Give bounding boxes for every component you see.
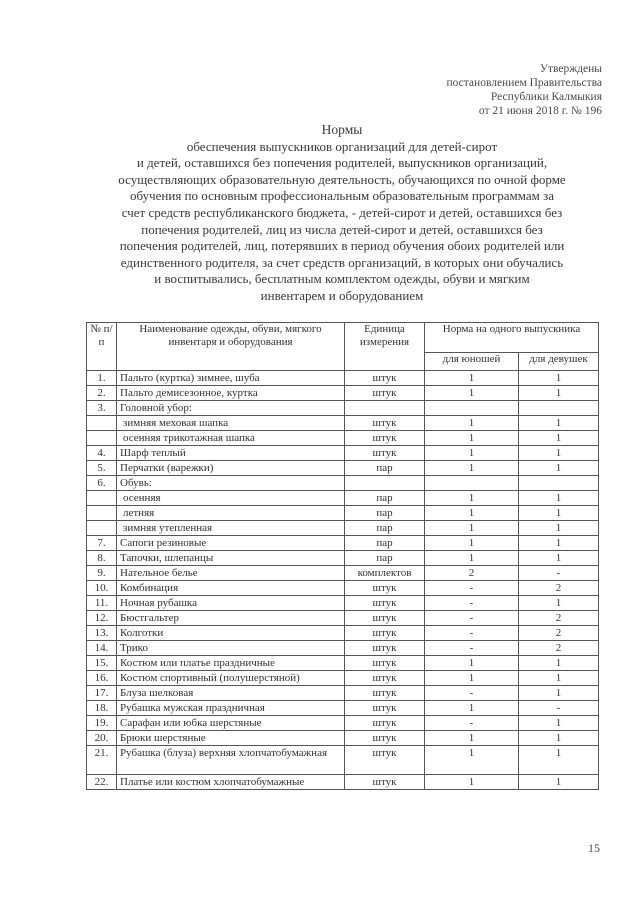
item-name: Брюки шерстяные — [117, 731, 345, 746]
item-name: Сарафан или юбка шерстяные — [117, 716, 345, 731]
row-number: 2. — [87, 386, 117, 401]
title-line: и детей, оставшихся без попечения родителей, выпускников организаций, — [136, 155, 548, 171]
title-line: осуществляющих образовательную деятельность, обучающихся по очной форме — [118, 171, 566, 187]
norm-boys: 2 — [425, 566, 519, 581]
item-name: Комбинация — [117, 581, 345, 596]
item-name: Сапоги резиновые — [117, 536, 345, 551]
header-num: № п/п — [87, 323, 117, 371]
norm-girls: - — [519, 566, 599, 581]
norm-boys — [425, 401, 519, 416]
item-name: Костюм спортивный (полушерстяной) — [117, 671, 345, 686]
table-row — [87, 686, 599, 701]
table-row — [87, 731, 599, 746]
norm-girls: 1 — [519, 775, 599, 790]
row-number: 12. — [87, 611, 117, 626]
norm-boys: - — [425, 611, 519, 626]
norm-girls: 1 — [519, 431, 599, 446]
item-name: Блуза шелковая — [117, 686, 345, 701]
unit-of-measure: штук — [345, 611, 425, 626]
unit-of-measure: штук — [345, 431, 425, 446]
unit-of-measure: штук — [345, 386, 425, 401]
table-row — [87, 386, 599, 401]
unit-of-measure — [345, 401, 425, 416]
item-name: Рубашка мужская праздничная — [117, 701, 345, 716]
row-number: 8. — [87, 551, 117, 566]
table-row — [87, 431, 599, 446]
norm-girls: 1 — [519, 386, 599, 401]
table-row — [87, 746, 599, 775]
norm-girls: 1 — [519, 491, 599, 506]
norm-boys: - — [425, 716, 519, 731]
norm-boys: 1 — [425, 536, 519, 551]
title-line: обеспечения выпускников организаций для детей-сирот — [186, 138, 498, 154]
title-line: обучения по основным профессиональным образовательным программам за — [130, 188, 554, 204]
norm-boys: - — [425, 686, 519, 701]
unit-of-measure: штук — [345, 716, 425, 731]
table-row — [87, 551, 599, 566]
norm-girls: 1 — [519, 371, 599, 386]
header-girls: для девушек — [519, 353, 599, 371]
item-name: Пальто (куртка) зимнее, шуба — [117, 371, 345, 386]
norm-girls: 1 — [519, 686, 599, 701]
item-name: осенняя — [117, 491, 345, 506]
approval-line: от 21 июня 2018 г. № 196 — [478, 105, 602, 117]
table-row — [87, 536, 599, 551]
norm-boys — [425, 476, 519, 491]
table-row — [87, 641, 599, 656]
item-name: Нательное белье — [117, 566, 345, 581]
unit-of-measure: пар — [345, 551, 425, 566]
title-line: инвентарем и оборудованием — [260, 287, 424, 303]
row-number: 7. — [87, 536, 117, 551]
row-number: 10. — [87, 581, 117, 596]
page-number: 15 — [588, 841, 600, 855]
item-name: Шарф теплый — [117, 446, 345, 461]
table-row — [87, 775, 599, 790]
row-number — [87, 416, 117, 431]
unit-of-measure: пар — [345, 461, 425, 476]
item-name: Рубашка (блуза) верхняя хлопчатобумажная — [117, 746, 345, 775]
table-row — [87, 506, 599, 521]
norm-girls: - — [519, 701, 599, 716]
table-row — [87, 701, 599, 716]
table-row — [87, 581, 599, 596]
table-row — [87, 626, 599, 641]
item-name: Пальто демисезонное, куртка — [117, 386, 345, 401]
item-name: Колготки — [117, 626, 345, 641]
row-number — [87, 521, 117, 536]
norm-girls: 1 — [519, 716, 599, 731]
table-row — [87, 611, 599, 626]
table-row — [87, 446, 599, 461]
norm-girls: 1 — [519, 596, 599, 611]
unit-of-measure: штук — [345, 686, 425, 701]
table-row — [87, 656, 599, 671]
item-name: Платье или костюм хлопчатобумажные — [117, 775, 345, 790]
norm-boys: - — [425, 626, 519, 641]
unit-of-measure: пар — [345, 521, 425, 536]
table-row — [87, 416, 599, 431]
row-number: 20. — [87, 731, 117, 746]
table-row — [87, 491, 599, 506]
row-number: 18. — [87, 701, 117, 716]
unit-of-measure — [345, 476, 425, 491]
norm-girls: 1 — [519, 551, 599, 566]
norm-girls: 1 — [519, 671, 599, 686]
item-name: Костюм или платье праздничные — [117, 656, 345, 671]
norms-table — [86, 322, 599, 790]
table-row — [87, 401, 599, 416]
table-row — [87, 371, 599, 386]
item-name: зимняя меховая шапка — [117, 416, 345, 431]
unit-of-measure: штук — [345, 641, 425, 656]
approval-line: Утверждены — [539, 63, 602, 75]
item-name: летняя — [117, 506, 345, 521]
item-name: Перчатки (варежки) — [117, 461, 345, 476]
row-number: 17. — [87, 686, 117, 701]
approval-line: постановлением Правительства — [446, 77, 602, 89]
table-body — [87, 371, 599, 790]
row-number — [87, 491, 117, 506]
unit-of-measure: штук — [345, 656, 425, 671]
norm-boys: 1 — [425, 551, 519, 566]
header-name: Наименование одежды, обуви, мягкого инвентаря и оборудования — [117, 323, 345, 371]
header-boys: для юношей — [425, 353, 519, 371]
document-title — [78, 122, 606, 305]
item-name: зимняя утепленная — [117, 521, 345, 536]
unit-of-measure: штук — [345, 581, 425, 596]
row-number: 4. — [87, 446, 117, 461]
approval-stamp — [302, 62, 602, 118]
title-line: попечения родителей, лиц из числа детей-сирот и детей, оставшихся без — [141, 221, 543, 237]
unit-of-measure: штук — [345, 731, 425, 746]
unit-of-measure: пар — [345, 536, 425, 551]
title-heading: Нормы — [321, 122, 363, 137]
item-name: Трико — [117, 641, 345, 656]
norm-girls: 1 — [519, 506, 599, 521]
unit-of-measure: штук — [345, 775, 425, 790]
norm-boys: 1 — [425, 371, 519, 386]
item-name: Бюстгальтер — [117, 611, 345, 626]
title-line: попечения родителей, лиц, потерявших в период обучения обоих родителей или — [119, 238, 565, 254]
unit-of-measure: комплектов — [345, 566, 425, 581]
row-number: 1. — [87, 371, 117, 386]
row-number: 19. — [87, 716, 117, 731]
norm-girls: 1 — [519, 446, 599, 461]
row-number — [87, 431, 117, 446]
norm-girls — [519, 401, 599, 416]
item-name: осенняя трикотажная шапка — [117, 431, 345, 446]
norm-boys: 1 — [425, 446, 519, 461]
unit-of-measure: штук — [345, 416, 425, 431]
norm-boys: 1 — [425, 431, 519, 446]
norm-boys: 1 — [425, 775, 519, 790]
norm-boys: 1 — [425, 746, 519, 775]
item-name: Ночная рубашка — [117, 596, 345, 611]
unit-of-measure: штук — [345, 671, 425, 686]
norm-girls: 1 — [519, 461, 599, 476]
table-row — [87, 596, 599, 611]
norm-boys: 1 — [425, 731, 519, 746]
norm-boys: 1 — [425, 386, 519, 401]
row-number: 3. — [87, 401, 117, 416]
norm-boys: 1 — [425, 416, 519, 431]
norm-boys: 1 — [425, 491, 519, 506]
unit-of-measure: пар — [345, 491, 425, 506]
title-line: единственного родителя, за счет средств организаций, в которых они обучались — [120, 254, 564, 270]
norm-boys: - — [425, 641, 519, 656]
norm-girls: 1 — [519, 656, 599, 671]
row-number: 11. — [87, 596, 117, 611]
norm-girls: 1 — [519, 521, 599, 536]
table-row — [87, 521, 599, 536]
approval-line: Республики Калмыкия — [490, 91, 602, 103]
header-unit: Единица измерения — [345, 323, 425, 371]
title-line: счет средств республиканского бюджета, - детей-сирот и детей, оставшихся без — [121, 204, 563, 220]
norm-boys: - — [425, 581, 519, 596]
norm-girls: 2 — [519, 581, 599, 596]
title-line: и воспитывались, бесплатным комплектом одежды, обуви и мягким — [154, 271, 530, 287]
norm-girls: 1 — [519, 416, 599, 431]
unit-of-measure: штук — [345, 596, 425, 611]
norm-boys: 1 — [425, 521, 519, 536]
norm-girls: 1 — [519, 746, 599, 775]
norm-girls: 2 — [519, 626, 599, 641]
row-number — [87, 506, 117, 521]
table-row — [87, 566, 599, 581]
row-number: 15. — [87, 656, 117, 671]
row-number: 13. — [87, 626, 117, 641]
row-number: 9. — [87, 566, 117, 581]
norm-girls: 1 — [519, 536, 599, 551]
unit-of-measure: штук — [345, 446, 425, 461]
norm-boys: 1 — [425, 671, 519, 686]
row-number: 6. — [87, 476, 117, 491]
norm-girls: 2 — [519, 641, 599, 656]
item-name: Обувь: — [117, 476, 345, 491]
row-number: 22. — [87, 775, 117, 790]
norm-girls — [519, 476, 599, 491]
table-row — [87, 461, 599, 476]
table-row — [87, 716, 599, 731]
table-row — [87, 671, 599, 686]
norm-boys: 1 — [425, 701, 519, 716]
unit-of-measure: штук — [345, 746, 425, 775]
unit-of-measure: штук — [345, 626, 425, 641]
unit-of-measure: штук — [345, 701, 425, 716]
unit-of-measure: штук — [345, 371, 425, 386]
item-name: Тапочки, шлепанцы — [117, 551, 345, 566]
table-row — [87, 476, 599, 491]
norm-girls: 1 — [519, 731, 599, 746]
header-norm: Норма на одного выпускника — [425, 323, 599, 353]
norm-boys: 1 — [425, 656, 519, 671]
norm-boys: 1 — [425, 461, 519, 476]
norm-boys: - — [425, 596, 519, 611]
norm-girls: 2 — [519, 611, 599, 626]
item-name: Головной убор: — [117, 401, 345, 416]
unit-of-measure: пар — [345, 506, 425, 521]
row-number: 14. — [87, 641, 117, 656]
row-number: 5. — [87, 461, 117, 476]
row-number: 16. — [87, 671, 117, 686]
row-number: 21. — [87, 746, 117, 775]
norm-boys: 1 — [425, 506, 519, 521]
